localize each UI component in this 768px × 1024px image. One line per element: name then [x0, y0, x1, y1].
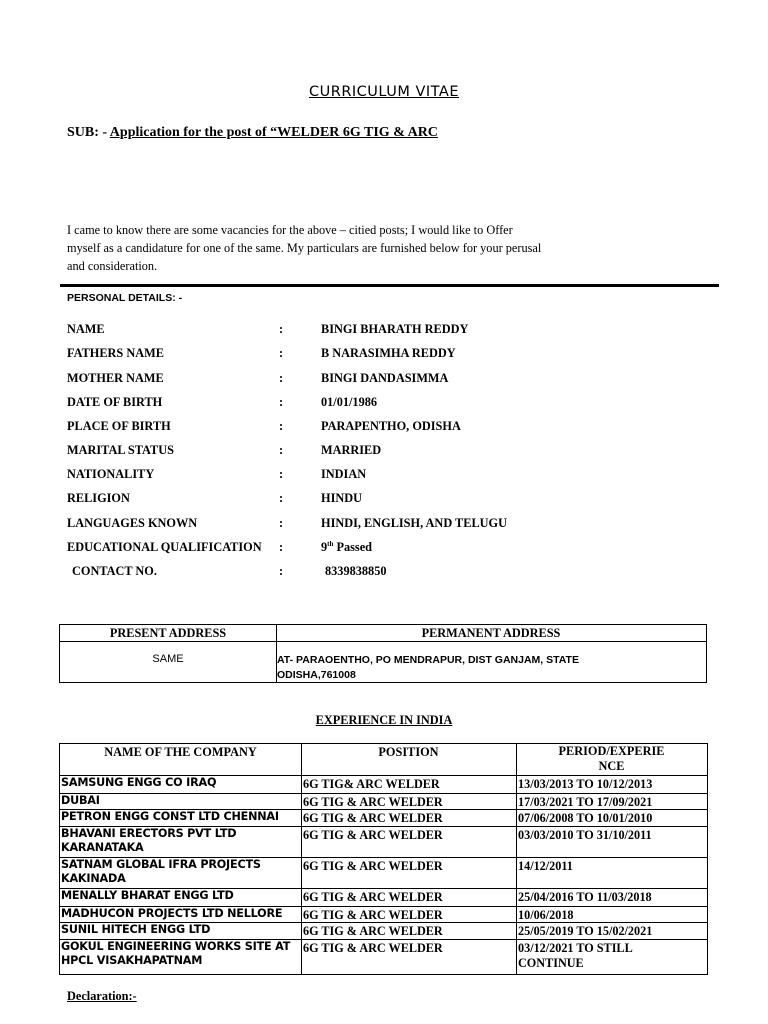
detail-label: LANGUAGES KNOWN	[67, 516, 198, 530]
table-row	[60, 809, 707, 827]
detail-separator: :	[279, 516, 284, 530]
intro-line-3: and consideration.	[67, 259, 158, 273]
position-cell: 6G TIG & ARC WELDER	[303, 859, 443, 873]
period-cell	[518, 908, 708, 923]
period-line: 25/05/2019 TO 15/02/2021	[518, 924, 653, 938]
present-address-value: SAME	[152, 653, 184, 665]
detail-label: CONTACT NO.	[72, 564, 157, 578]
period-line: CONTINUE	[518, 956, 584, 970]
header-period-line-2: NCE	[598, 759, 625, 773]
company-line: SATNAM GLOBAL IFRA PROJECTS	[61, 858, 261, 871]
detail-separator: :	[279, 322, 284, 336]
period-cell	[518, 811, 708, 826]
detail-value	[321, 540, 372, 555]
period-line: 07/06/2008 TO 10/01/2010	[518, 811, 653, 825]
period-line: 03/12/2021 TO STILL	[518, 941, 633, 955]
header-period-line-1: PERIOD/EXPERIE	[558, 744, 665, 758]
position-cell: 6G TIG& ARC WELDER	[303, 777, 440, 791]
detail-separator: :	[279, 371, 284, 385]
table-row	[60, 793, 707, 810]
header-position: POSITION	[378, 745, 439, 759]
experience-table	[59, 743, 708, 975]
table-row	[60, 775, 707, 793]
document-title: CURRICULUM VITAE	[309, 84, 459, 100]
period-cell	[518, 890, 708, 905]
detail-value: PARAPENTHO, ODISHA	[321, 419, 461, 433]
detail-separator: :	[279, 564, 284, 578]
detail-row-marital-status	[67, 443, 687, 463]
detail-value: INDIAN	[321, 467, 367, 481]
company-line: HPCL VISAKHAPATNAM	[61, 954, 203, 967]
detail-value: MARRIED	[321, 443, 382, 457]
permanent-address-value	[277, 653, 697, 683]
company-line: MADHUCON PROJECTS LTD NELLORE	[61, 907, 283, 920]
detail-value: BINGI DANDASIMMA	[321, 371, 449, 385]
detail-row-fathers-name	[67, 346, 687, 366]
permanent-address-header: PERMANENT ADDRESS	[421, 626, 561, 640]
detail-separator: :	[279, 467, 284, 481]
permanent-address-line-1: AT- PARAOENTHO, PO MENDRAPUR, DIST GANJAM, STATE	[277, 654, 579, 666]
detail-row-education	[67, 540, 687, 560]
declaration-heading: Declaration:-	[67, 989, 137, 1003]
position-cell: 6G TIG & ARC WELDER	[303, 890, 443, 904]
company-line: KARANATAKA	[61, 841, 144, 854]
position-cell: 6G TIG & ARC WELDER	[303, 828, 443, 842]
detail-value: 01/01/1986	[321, 395, 378, 409]
company-cell	[61, 827, 301, 855]
position-cell: 6G TIG & ARC WELDER	[303, 941, 443, 955]
detail-row-contact	[72, 564, 692, 584]
period-line: 13/03/2013 TO 10/12/2013	[518, 777, 653, 791]
detail-label: MOTHER NAME	[67, 371, 164, 385]
company-cell	[61, 889, 301, 903]
detail-label: RELIGION	[67, 491, 130, 505]
education-ordinal: th	[327, 540, 334, 548]
table-row	[60, 922, 707, 940]
detail-label: PLACE OF BIRTH	[67, 419, 171, 433]
detail-value: 8339838850	[325, 564, 387, 578]
header-period	[516, 744, 707, 774]
detail-row-nationality	[67, 467, 687, 487]
period-line: 17/03/2021 TO 17/09/2021	[518, 795, 653, 809]
table-divider	[60, 641, 706, 642]
detail-separator: :	[279, 346, 284, 360]
position-cell: 6G TIG & ARC WELDER	[303, 908, 443, 922]
header-company: NAME OF THE COMPANY	[104, 745, 257, 759]
company-cell	[61, 923, 301, 937]
period-line: 25/04/2016 TO 11/03/2018	[518, 890, 652, 904]
position-cell: 6G TIG & ARC WELDER	[303, 924, 443, 938]
detail-label: DATE OF BIRTH	[67, 395, 163, 409]
company-cell	[61, 907, 301, 921]
permanent-address-line-2: ODISHA,761008	[277, 669, 356, 681]
detail-label: NATIONALITY	[67, 467, 155, 481]
period-line: 03/03/2010 TO 31/10/2011	[518, 828, 652, 842]
company-line: SUNIL HITECH ENGG LTD	[61, 923, 211, 936]
detail-row-date-of-birth	[67, 395, 687, 415]
period-cell	[518, 828, 708, 843]
detail-row-mother-name	[67, 371, 687, 391]
present-address-header: PRESENT ADDRESS	[109, 626, 227, 640]
detail-value: HINDI, ENGLISH, AND TELUGU	[321, 516, 507, 530]
experience-heading: EXPERIENCE IN INDIA	[315, 713, 453, 727]
company-cell	[61, 858, 301, 886]
company-line: KAKINADA	[61, 872, 126, 885]
detail-label: NAME	[67, 322, 105, 336]
period-line: 10/06/2018	[518, 908, 574, 922]
company-line: GOKUL ENGINEERING WORKS SITE AT	[61, 940, 291, 953]
period-cell	[518, 795, 708, 810]
period-cell	[518, 924, 708, 939]
period-cell	[518, 859, 708, 874]
company-cell	[61, 810, 301, 824]
table-row	[60, 826, 707, 858]
detail-value: HINDU	[321, 491, 362, 505]
detail-row-place-of-birth	[67, 419, 687, 439]
detail-separator: :	[279, 540, 284, 554]
detail-row-languages	[67, 516, 687, 536]
subject-prefix: SUB: -	[67, 125, 110, 140]
subject-text: Application for the post of “WELDER 6G TIG & ARC	[109, 125, 438, 140]
table-row	[60, 939, 707, 975]
detail-separator: :	[279, 395, 284, 409]
intro-paragraph	[67, 221, 607, 275]
company-line: PETRON ENGG CONST LTD CHENNAI	[61, 810, 279, 823]
detail-label: EDUCATIONAL QUALIFICATION	[67, 540, 262, 554]
detail-separator: :	[279, 419, 284, 433]
period-line: 14/12/2011	[518, 859, 573, 873]
detail-value: B NARASIMHA REDDY	[321, 346, 456, 360]
detail-row-religion	[67, 491, 687, 511]
company-line: BHAVANI ERECTORS PVT LTD	[61, 827, 237, 840]
intro-line-2: myself as a candidature for one of the same. My particulars are furnished below for your perusal	[67, 241, 542, 255]
education-number: 9	[321, 540, 328, 555]
detail-separator: :	[279, 443, 284, 457]
detail-row-name	[67, 322, 687, 342]
position-cell: 6G TIG & ARC WELDER	[303, 795, 443, 809]
company-cell	[61, 794, 301, 808]
period-cell	[518, 941, 708, 971]
detail-label: MARITAL STATUS	[67, 443, 174, 457]
table-row	[60, 906, 707, 923]
section-divider	[60, 284, 719, 287]
table-row	[60, 888, 707, 906]
detail-separator: :	[279, 491, 284, 505]
company-cell	[61, 776, 301, 790]
company-line: SAMSUNG ENGG CO IRAQ	[61, 776, 217, 789]
detail-value: BINGI BHARATH REDDY	[321, 322, 469, 336]
company-cell	[61, 940, 301, 968]
company-line: DUBAI	[61, 794, 100, 807]
address-table	[59, 624, 707, 683]
subject-line	[67, 125, 438, 141]
company-line: MENALLY BHARAT ENGG LTD	[61, 889, 234, 902]
personal-details-heading: PERSONAL DETAILS: -	[67, 292, 183, 304]
position-cell: 6G TIG & ARC WELDER	[303, 811, 443, 825]
period-cell	[518, 777, 708, 792]
detail-label: FATHERS NAME	[67, 346, 164, 360]
intro-line-1: I came to know there are some vacancies for the above – citied posts; I would like to Offer	[67, 223, 513, 237]
table-row	[60, 857, 707, 889]
education-text: Passed	[333, 540, 372, 555]
